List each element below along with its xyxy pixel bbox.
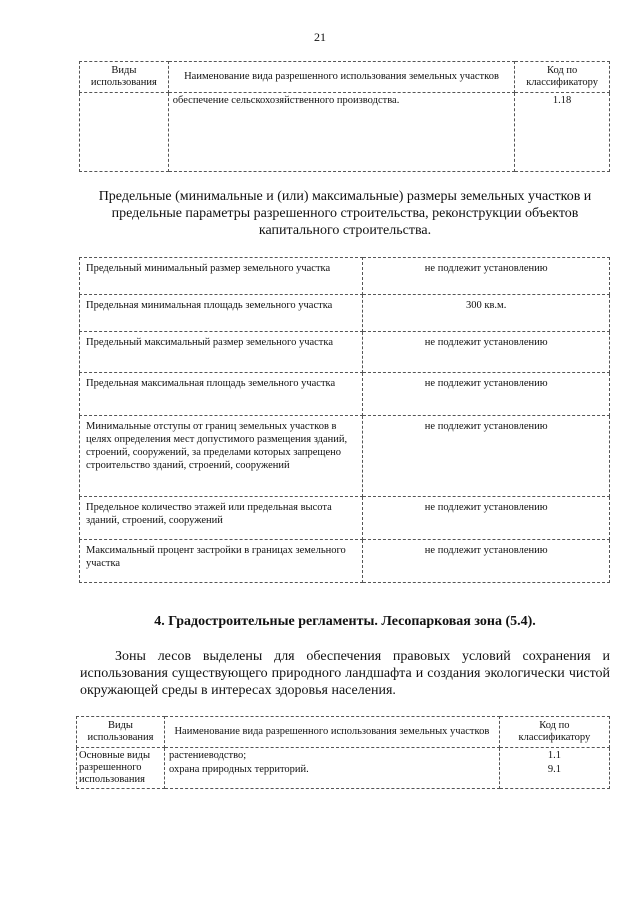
- parameters-table: [79, 257, 610, 583]
- use-name-item: растениеводство;: [168, 750, 247, 761]
- param-value: не подлежит установлению: [363, 416, 610, 497]
- param-label: Предельный минимальный размер земельного участка: [80, 258, 363, 295]
- section-paragraph: Зоны лесов выделены для обеспечения правовых условий сохранения и использования существующего природного ландшафта и создания экологически чистой окружающей среды в интересах здоровья населения.: [80, 649, 610, 698]
- cell-use-type: [80, 93, 169, 172]
- forest-park-land-use-table: [76, 716, 610, 789]
- cell-use-type: Основные виды разрешенного использования: [77, 748, 165, 789]
- param-label: Предельная максимальная площадь земельного участка: [80, 373, 363, 416]
- table-row: [80, 497, 610, 540]
- param-value: не подлежит установлению: [363, 258, 610, 295]
- limits-heading: Предельные (минимальные и (или) максимальные) размеры земельных участков и предельные параметры разрешенного строительства, реконструкции объектов капитального строительства.: [98, 189, 592, 238]
- header-use-types: Виды использования: [77, 717, 165, 748]
- table-row: [80, 295, 610, 332]
- param-label: Максимальный процент застройки в границах земельного участка: [80, 540, 363, 583]
- land-use-table-continued: [79, 61, 610, 172]
- header-code: Код по классификатору: [515, 62, 610, 93]
- header-use-name: Наименование вида разрешенного использования земельных участков: [168, 62, 514, 93]
- table-row: [80, 332, 610, 373]
- param-value: не подлежит установлению: [363, 497, 610, 540]
- table-row: [80, 258, 610, 295]
- cell-codes: [499, 748, 609, 789]
- cell-code: 1.18: [515, 93, 610, 172]
- table-header-row: [77, 717, 610, 748]
- param-label: Предельная минимальная площадь земельного участка: [80, 295, 363, 332]
- param-label: Предельный максимальный размер земельного участка: [80, 332, 363, 373]
- param-label: Минимальные отступы от границ земельных участков в целях определения мест допустимого размещения зданий, строений, сооружений, за пределами которых запрещено строительство зданий, строений, сооружений: [80, 416, 363, 497]
- table-row: [80, 416, 610, 497]
- code-item: 1.1: [547, 750, 561, 761]
- code-item: 9.1: [547, 764, 561, 775]
- header-use-types: Виды использования: [80, 62, 169, 93]
- header-code: Код по классификатору: [499, 717, 609, 748]
- table-row: [80, 540, 610, 583]
- cell-use-names: [164, 748, 499, 789]
- table-row: [80, 373, 610, 416]
- use-name-item: охрана природных территорий.: [168, 764, 309, 775]
- table-header-row: [80, 62, 610, 93]
- table-row: [80, 93, 610, 172]
- param-value: не подлежит установлению: [363, 540, 610, 583]
- section-title: 4. Градостроительные регламенты. Лесопарковая зона (5.4).: [154, 614, 536, 629]
- table-row: [77, 748, 610, 789]
- header-use-name: Наименование вида разрешенного использования земельных участков: [164, 717, 499, 748]
- page-number: 21: [314, 30, 326, 44]
- param-label: Предельное количество этажей или предельная высота зданий, строений, сооружений: [80, 497, 363, 540]
- param-value: 300 кв.м.: [363, 295, 610, 332]
- cell-use-name: обеспечение сельскохозяйственного производства.: [168, 93, 514, 172]
- param-value: не подлежит установлению: [363, 332, 610, 373]
- param-value: не подлежит установлению: [363, 373, 610, 416]
